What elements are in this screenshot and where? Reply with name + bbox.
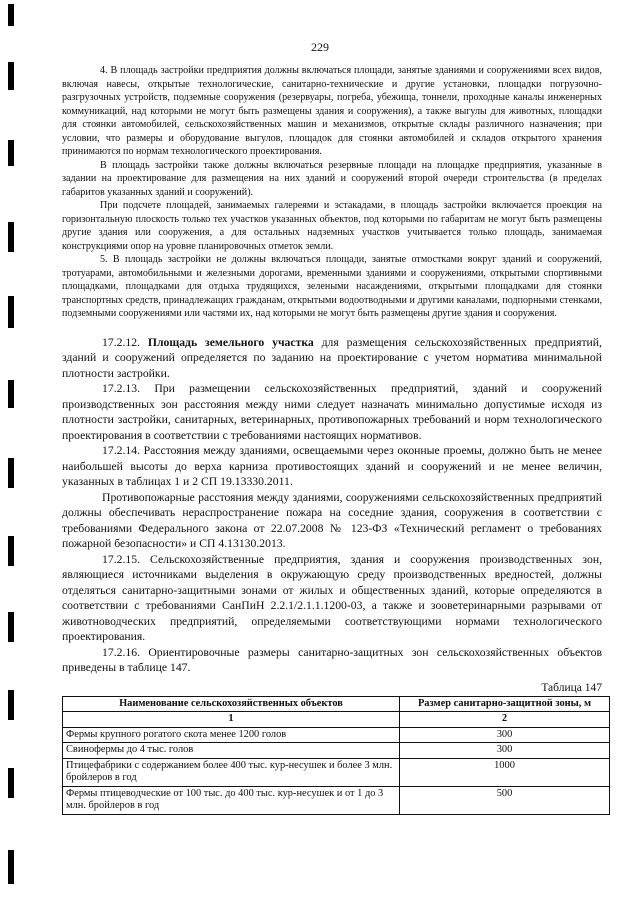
column-number-row <box>63 712 610 728</box>
table-row <box>63 758 610 786</box>
object-cell: Фермы крупного рогатого скота менее 1200 голов <box>63 727 400 743</box>
table-header-row <box>63 696 610 712</box>
paragraph: 17.2.15. Сельскохозяйственные предприятия, здания и сооружения производственных зон, являющиеся источниками выделения в окружающую среду производственных вредностей, должны отделяться санитарно-защитными зонами от жилых и общественных зданий, которые определяются в соответствии с требованиями СанПиН 2.2.1/2.1.1.1200-03, а также и зооветеринарными разрывами от животноводческих предприятий, определяемыми соответствующими нормами технологического проектирования. <box>62 552 602 643</box>
binding-mark <box>8 690 14 720</box>
binding-mark <box>8 4 14 26</box>
table-row <box>63 727 610 743</box>
binding-mark <box>8 62 14 90</box>
paragraph: 5. В площадь застройки не должны включаться площади, занятые отмостками вокруг зданий и сооружений, тротуарами, автомобильными и железными дорогами, временными зданиями и сооружениями, открытыми спортивными площадками, площадками для отдыха трудящихся, зелеными насаждениями, открытыми площадками для стоянки транспортных средств, принадлежащих гражданам, открытыми водоотводными и другими каналами, подпорными стенками, подземными сооружениями или частями их, над которыми не могут быть размещены другие здания и сооружения. <box>62 254 602 319</box>
paragraph: 17.2.14. Расстояния между зданиями, освещаемыми через оконные проемы, должно быть не менее наибольшей высоты до верха карниза противостоящих зданий и сооружений и не менее величин, указанных в таблицах 1 и 2 СП 19.13330.2011. <box>62 444 602 488</box>
zone-cell: 1000 <box>400 758 610 786</box>
paragraph: Противопожарные расстояния между зданиями, сооружениями сельскохозяйственных предприятий должны обеспечивать нераспространение пожара на соседние здания, сооружения в соответствии с требованиями Федерального закона от 22.07.2008 № 123-ФЗ «Технический регламент о требованиях пожарной безопасности» и СП 4.13130.2013. <box>62 490 602 550</box>
column-header-zone: Размер санитарно-защитной зоны, м <box>400 696 610 712</box>
bold-term: Площадь земельного участка <box>147 335 314 349</box>
binding-mark <box>8 296 14 328</box>
object-cell: Свинофермы до 4 тыс. голов <box>63 743 400 759</box>
binding-mark <box>8 222 14 252</box>
page-content <box>62 64 602 815</box>
sanitary-zone-table <box>62 696 610 815</box>
column-number: 1 <box>63 712 400 728</box>
paragraph: В площадь застройки также должны включаться резервные площади на площадке предприятия, указанные в задании на проектирование для размещения на них зданий и сооружений второй очереди строительства (в пределах габаритов указанных зданий и сооружений). <box>62 159 602 198</box>
binding-mark <box>8 768 14 798</box>
paragraph <box>62 335 602 382</box>
page-number: 229 <box>311 40 329 54</box>
paragraph: 17.2.13. При размещении сельскохозяйственных предприятий, зданий и сооружений производственных зон расстояния между ними следует назначать минимально допустимые исходя из плотности застройки, санитарных, ветеринарных, противопожарных требований и норм технологического проектирования в соответствии с требованиями настоящих нормативов. <box>62 382 602 442</box>
zone-cell: 300 <box>400 727 610 743</box>
object-cell: Фермы птицеводческие от 100 тыс. до 400 тыс. кур-несушек и от 1 до 3 млн. бройлеров в год <box>63 786 400 814</box>
zone-cell: 300 <box>400 743 610 759</box>
main-text-block <box>62 335 602 676</box>
table-row <box>63 743 610 759</box>
binding-mark <box>8 458 14 488</box>
paragraph: 4. В площадь застройки предприятия должны включаться площади, занятые зданиями и сооружениями всех видов, включая навесы, открытые технологические, санитарно-технические и другие установки, площадки погрузочно-разгрузочных устройств, подземные сооружения (резервуары, погреба, убежища, тоннели, проходные каналы инженерных коммуникаций, над которыми не могут быть размещены здания и сооружения), а также выгулы для животных, площадки для стоянки автомобилей, сельскохозяйственных машин и механизмов, открытые склады различного назначения; при условии, что размеры и оборудование выгулов, площадок для стоянки автомобилей и складов открытого хранения принимаются по нормам технологического проектирования. <box>62 65 602 157</box>
binding-mark <box>8 380 14 408</box>
column-number: 2 <box>400 712 610 728</box>
binding-mark <box>8 612 14 642</box>
object-cell: Птицефабрики с содержанием более 400 тыс. кур-несушек и более 3 млн. бройлеров в год <box>63 758 400 786</box>
binding-mark <box>8 536 14 566</box>
table-row <box>63 786 610 814</box>
small-text-block <box>62 64 602 321</box>
binding-mark <box>8 850 14 884</box>
table-caption: Таблица 147 <box>541 681 602 694</box>
column-header-object: Наименование сельскохозяйственных объектов <box>63 696 400 712</box>
zone-cell: 500 <box>400 786 610 814</box>
paragraph: При подсчете площадей, занимаемых галереями и эстакадами, в площадь застройки включается проекция на горизонтальную плоскость только тех участков указанных объектов, под которыми по габаритам не могут быть размещены другие здания или сооружения, а для остальных надземных участков учитывается только площадь, занимаемая конструкциями опор на уровне планировочных отметок земли. <box>62 200 602 252</box>
binding-mark <box>8 140 14 166</box>
clause-number: 17.2.12. <box>102 335 140 349</box>
paragraph: 17.2.16. Ориентировочные размеры санитарно-защитных зон сельскохозяйственных объектов приведены в таблице 147. <box>62 645 602 674</box>
clause-text: для размещения сельскохозяйственных предприятий, зданий и сооружений определяется по заданию на проектирование с учетом норматива минимальной плотности застройки. <box>62 335 602 380</box>
